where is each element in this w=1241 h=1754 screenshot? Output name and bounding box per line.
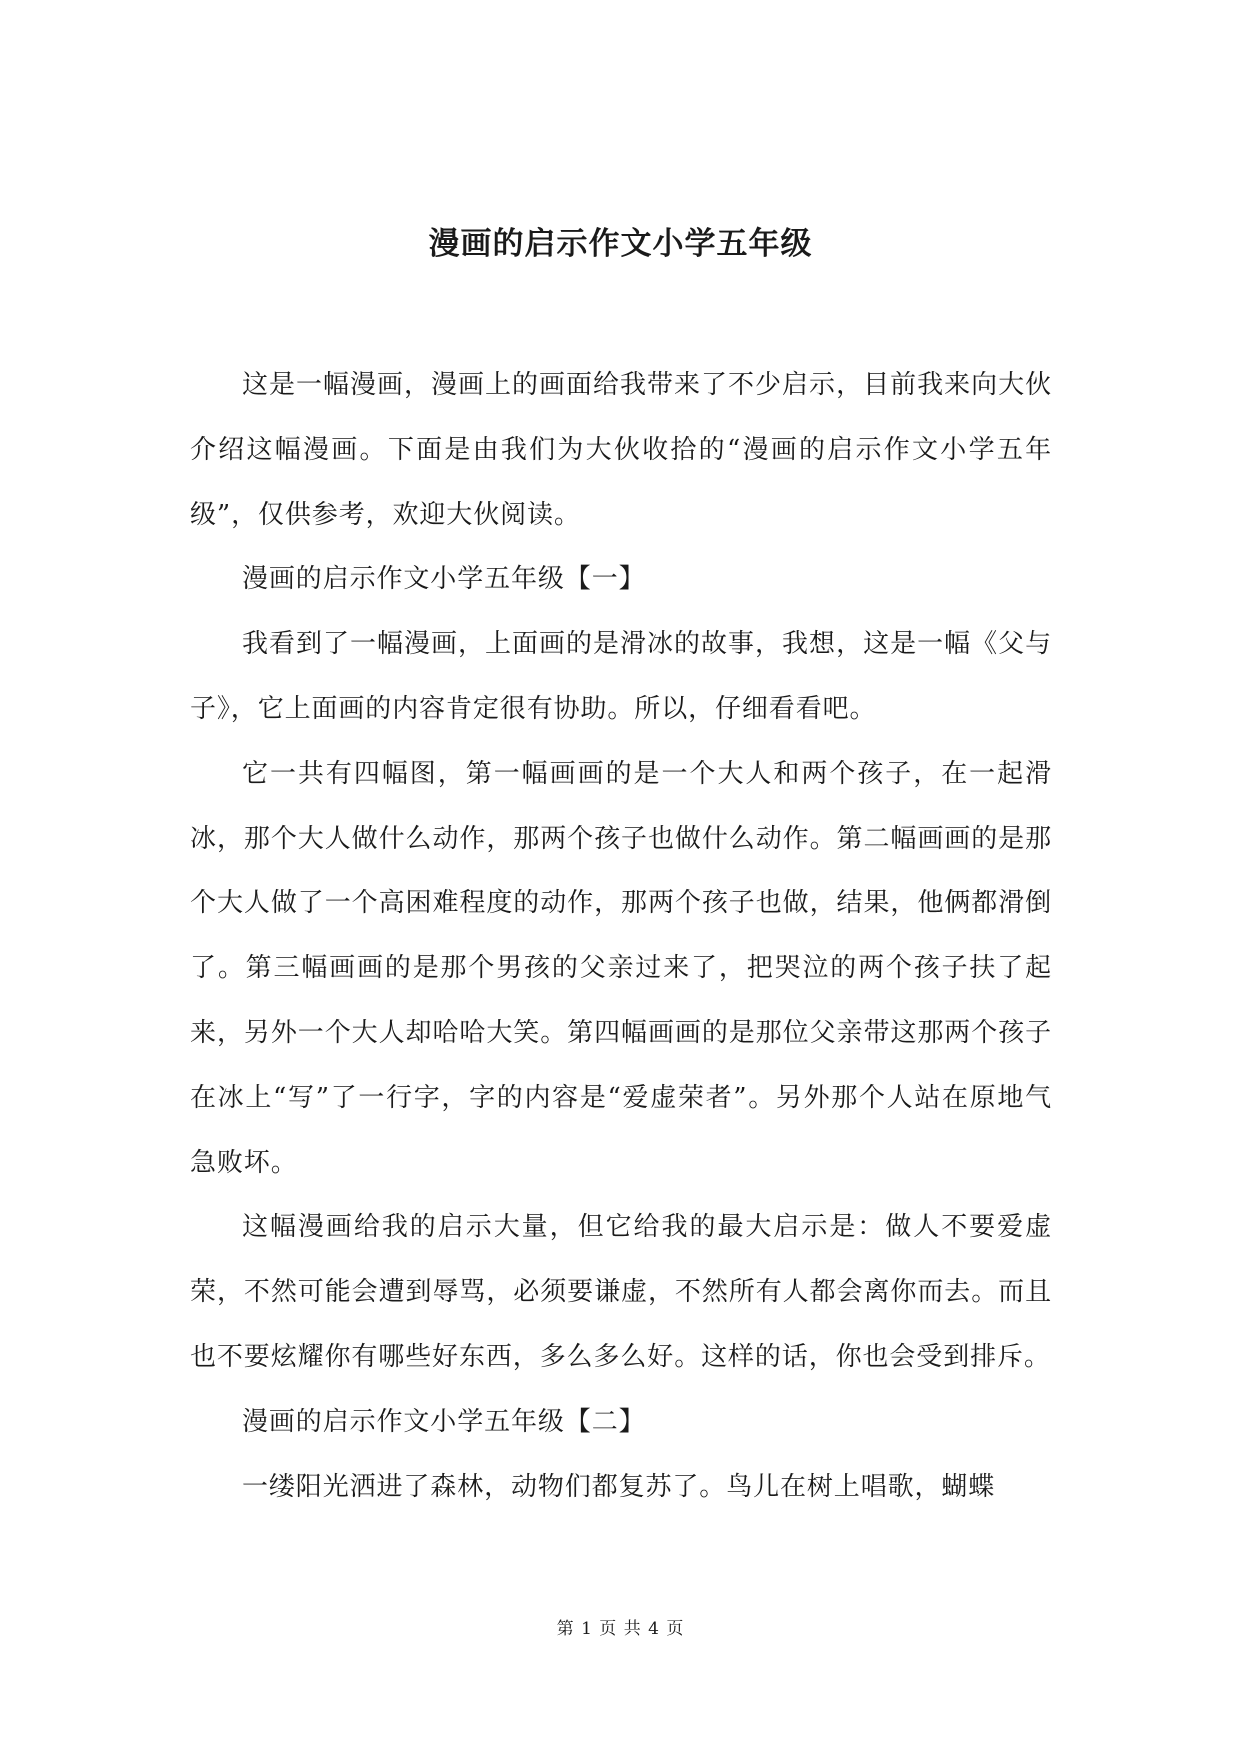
section-heading-2: 漫画的启示作文小学五年级【二】 (242, 1406, 646, 1437)
paragraph: 一缕阳光洒进了森林，动物们都复苏了。鸟儿在树上唱歌，蝴蝶 (242, 1471, 996, 1502)
document-body (190, 353, 1052, 1519)
page-footer: 第 1 页 共 4 页 (556, 1619, 685, 1639)
paragraph: 我看到了一幅漫画，上面画的是滑冰的故事，我想，这是一幅《父与子》，它上面画的内容肯定很有协助。所以，仔细看看吧。 (190, 629, 1052, 724)
section-heading-1: 漫画的启示作文小学五年级【一】 (242, 564, 646, 595)
paragraph: 这幅漫画给我的启示大量，但它给我的最大启示是：做人不要爱虚荣，不然可能会遭到辱骂，必须要谦虚，不然所有人都会离你而去。而且也不要炫耀你有哪些好东西，多么多么好。这样的话，你也会受到排斥。 (190, 1212, 1052, 1372)
document-title: 漫画的启示作文小学五年级 (428, 226, 813, 262)
paragraph-intro: 这是一幅漫画，漫画上的画面给我带来了不少启示，目前我来向大伙介绍这幅漫画。下面是由我们为大伙收拾的“漫画的启示作文小学五年级”，仅供参考，欢迎大伙阅读。 (190, 370, 1052, 530)
paragraph: 它一共有四幅图，第一幅画画的是一个大人和两个孩子，在一起滑冰，那个大人做什么动作，那两个孩子也做什么动作。第二幅画画的是那个大人做了一个高困难程度的动作，那两个孩子也做，结果，他俩都滑倒了。第三幅画画的是那个男孩的父亲过来了，把哭泣的两个孩子扶了起来，另外一个大人却哈哈大笑。第四幅画画的是那位父亲带这那两个孩子在冰上“写”了一行字，字的内容是“爱虚荣者”。另外那个人站在原地气急败坏。 (190, 758, 1052, 1178)
